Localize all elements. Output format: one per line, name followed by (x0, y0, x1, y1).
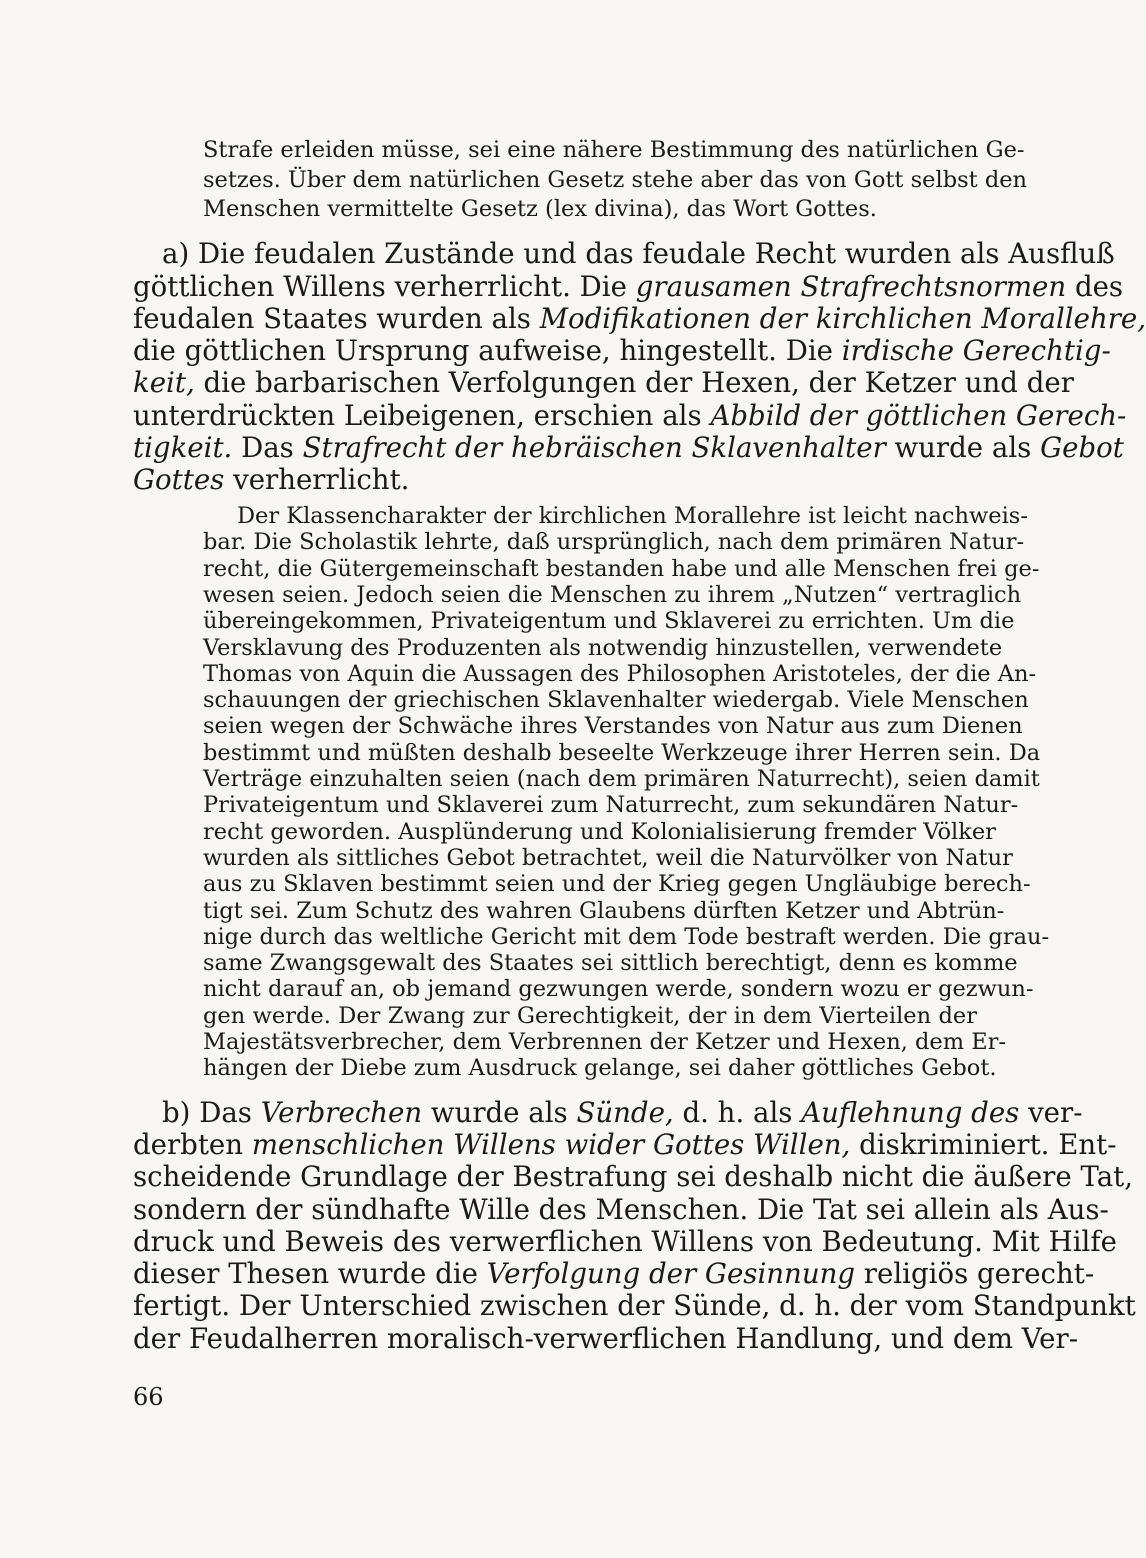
text-line: seien wegen der Schwäche ihres Verstandes von Natur aus zum Dienen (203, 713, 1023, 740)
text-line: b) Das Verbrechen wurde als Sünde, d. h. als Auflehnung des ver- (162, 1096, 1083, 1129)
text-line: Menschen vermittelte Gesetz (lex divina), das Wort Gottes. (203, 196, 877, 222)
text-line: wesen seien. Jedoch seien die Menschen zu ihrem „Nutzen“ vertraglich (203, 581, 1022, 608)
text-line: bestimmt und müßten deshalb beseelte Werkzeuge ihrer Herren sein. Da (203, 739, 1041, 766)
text-line: Gottes verherrlicht. (133, 463, 410, 496)
text-line: nicht darauf an, ob jemand gezwungen werde, sondern wozu er gezwun- (203, 976, 1034, 1003)
text-line: Versklavung des Produzenten als notwendig hinzustellen, verwendete (203, 634, 1003, 661)
text-line: die göttlichen Ursprung aufweise, hingestellt. Die irdische Gerechtig- (133, 334, 1111, 367)
text-line: tigkeit. Das Strafrecht der hebräischen Sklavenhalter wurde als Gebot (133, 431, 1124, 464)
text-line: Privateigentum und Sklaverei zum Naturrecht, zum sekundären Natur- (203, 792, 1019, 819)
text-line: bar. Die Scholastik lehrte, daß ursprünglich, nach dem primären Natur- (203, 529, 1025, 556)
text-line: hängen der Diebe zum Ausdruck gelange, sei daher göttliches Gebot. (203, 1055, 997, 1082)
text-line: derbten menschlichen Willens wider Gottes Willen, diskriminiert. Ent- (133, 1128, 1117, 1161)
text-line: recht geworden. Ausplünderung und Kolonialisierung fremder Völker (203, 818, 996, 845)
page-number: 66 (133, 1383, 164, 1411)
text-line: Strafe erleiden müsse, sei eine nähere Bestimmung des natürlichen Ge- (203, 137, 1025, 163)
text-line: sondern der sündhafte Wille des Menschen. Die Tat sei allein als Aus- (133, 1193, 1109, 1226)
text-line: fertigt. Der Unterschied zwischen der Sünde, d. h. der vom Standpunkt (133, 1289, 1136, 1322)
text-line: Majestätsverbrecher, dem Verbrennen der Ketzer und Hexen, dem Er- (203, 1029, 1006, 1055)
text-line: setzes. Über dem natürlichen Gesetz stehe aber das von Gott selbst den (203, 167, 1028, 193)
text-line: unterdrückten Leibeigenen, erschien als Abbild der göttlichen Gerech- (133, 399, 1127, 432)
text-line: a) Die feudalen Zustände und das feudale Recht wurden als Ausfluß (162, 237, 1115, 270)
text-line: keit, die barbarischen Verfolgungen der Hexen, der Ketzer und der (133, 366, 1074, 399)
text-line: Der Klassencharakter der kirchlichen Morallehre ist leicht nachweis- (237, 503, 1028, 529)
text-line: same Zwangsgewalt des Staates sei sittlich berechtigt, denn es komme (203, 950, 1018, 977)
text-line: aus zu Sklaven bestimmt seien und der Krieg gegen Ungläubige berech- (203, 871, 1031, 898)
text-line: göttlichen Willens verherrlicht. Die grausamen Strafrechtsnormen des (133, 270, 1124, 303)
text-line: feudalen Staates wurden als Modifikationen der kirchlichen Morallehre, (133, 302, 1146, 335)
text-line: der Feudalherren moralisch-verwerflichen Handlung, und dem Ver- (133, 1322, 1079, 1355)
text-line: tigt sei. Zum Schutz des wahren Glaubens dürften Ketzer und Abtrün- (203, 897, 1005, 924)
text-line: nige durch das weltliche Gericht mit dem Tode bestraft werden. Die grau- (203, 923, 1050, 950)
text-line: recht, die Gütergemeinschaft bestanden habe und alle Menschen frei ge- (203, 555, 1040, 582)
text-line: Verträge einzuhalten seien (nach dem primären Naturrecht), seien damit (203, 766, 1040, 792)
text-line: dieser Thesen wurde die Verfolgung der Gesinnung religiös gerecht- (133, 1257, 1095, 1290)
text-line: scheidende Grundlage der Bestrafung sei deshalb nicht die äußere Tat, (133, 1160, 1134, 1193)
text-line: druck und Beweis des verwerflichen Willens von Bedeutung. Mit Hilfe (133, 1225, 1117, 1258)
text-line: wurden als sittliches Gebot betrachtet, weil die Naturvölker von Natur (203, 844, 1013, 871)
text-line: übereingekommen, Privateigentum und Sklaverei zu errichten. Um die (203, 608, 1015, 635)
text-line: Thomas von Aquin die Aussagen des Philosophen Aristoteles, der die An- (203, 660, 1037, 687)
text-line: schauungen der griechischen Sklavenhalter wiedergab. Viele Menschen (203, 687, 1029, 714)
text-line: gen werde. Der Zwang zur Gerechtigkeit, der in dem Vierteilen der (203, 1002, 977, 1029)
